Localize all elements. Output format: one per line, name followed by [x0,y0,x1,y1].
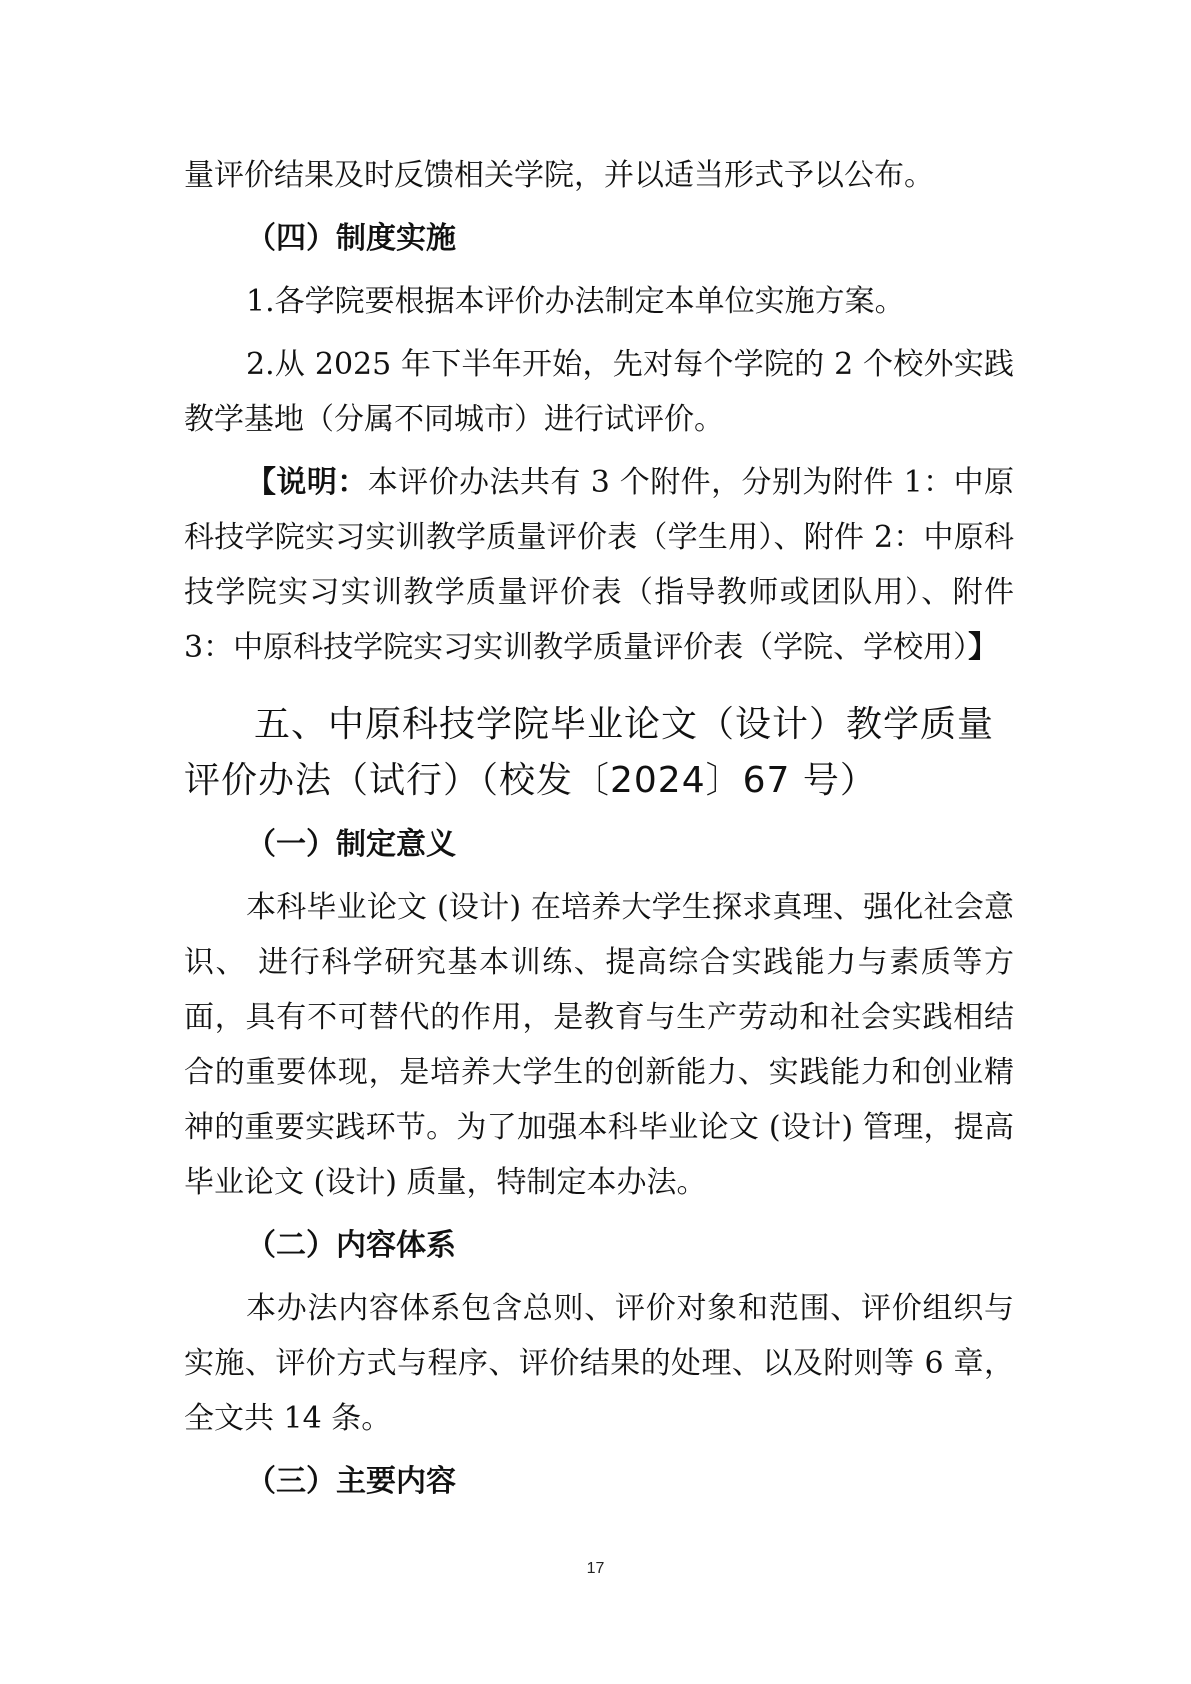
note-lead: 【说明： [246,465,368,500]
note-paragraph [184,455,1014,675]
page-number: 17 [586,1560,605,1577]
paragraph-item-1: 1.各学院要根据本评价办法制定本单位实施方案。 [246,284,905,319]
note-body: 本评价办法共有 3 个附件，分别为附件 1：中原科技学院实习实训教学质量评价表（学生用）、附件 2：中原科技学院实习实训教学质量评价表（指导教师或团队用）、附件 3：中原科技学院实习实训教学质量评价表（学院、学校用） [184,465,1014,665]
paragraph-purpose: 本科毕业论文 (设计) 在培养大学生探求真理、强化社会意识、 进行科学研究基本训练、提高综合实践能力与素质等方面，具有不可替代的作用，是教育与生产劳动和社会实践相结合的重要体现，是培养大学生的创新能力、实践能力和创业精神的重要实践环节。为了加强本科毕业论文 (设计) 管理，提高毕业论文 (设计) 质量，特制定本办法。 [184,890,1014,1200]
heading-content-system: （二）内容体系 [246,1228,456,1263]
note-end: 】 [968,630,999,665]
heading-system-implementation: （四）制度实施 [246,221,456,256]
paragraph-content-system: 本办法内容体系包含总则、评价对象和范围、评价组织与实施、评价方式与程序、评价结果的处理、以及附则等 6 章，全文共 14 条。 [184,1291,1014,1436]
heading-main-content: （三）主要内容 [246,1464,456,1499]
paragraph-continuation: 量评价结果及时反馈相关学院，并以适当形式予以公布。 [184,158,934,193]
section-5-title: 五、中原科技学院毕业论文（设计）教学质量评价办法（试行）（校发〔2024〕67 号） [184,704,995,801]
paragraph-item-2: 2.从 2025 年下半年开始，先对每个学院的 2 个校外实践教学基地（分属不同城市）进行试评价。 [184,347,1014,437]
page-content [184,148,1014,1509]
heading-purpose: （一）制定意义 [246,827,456,862]
